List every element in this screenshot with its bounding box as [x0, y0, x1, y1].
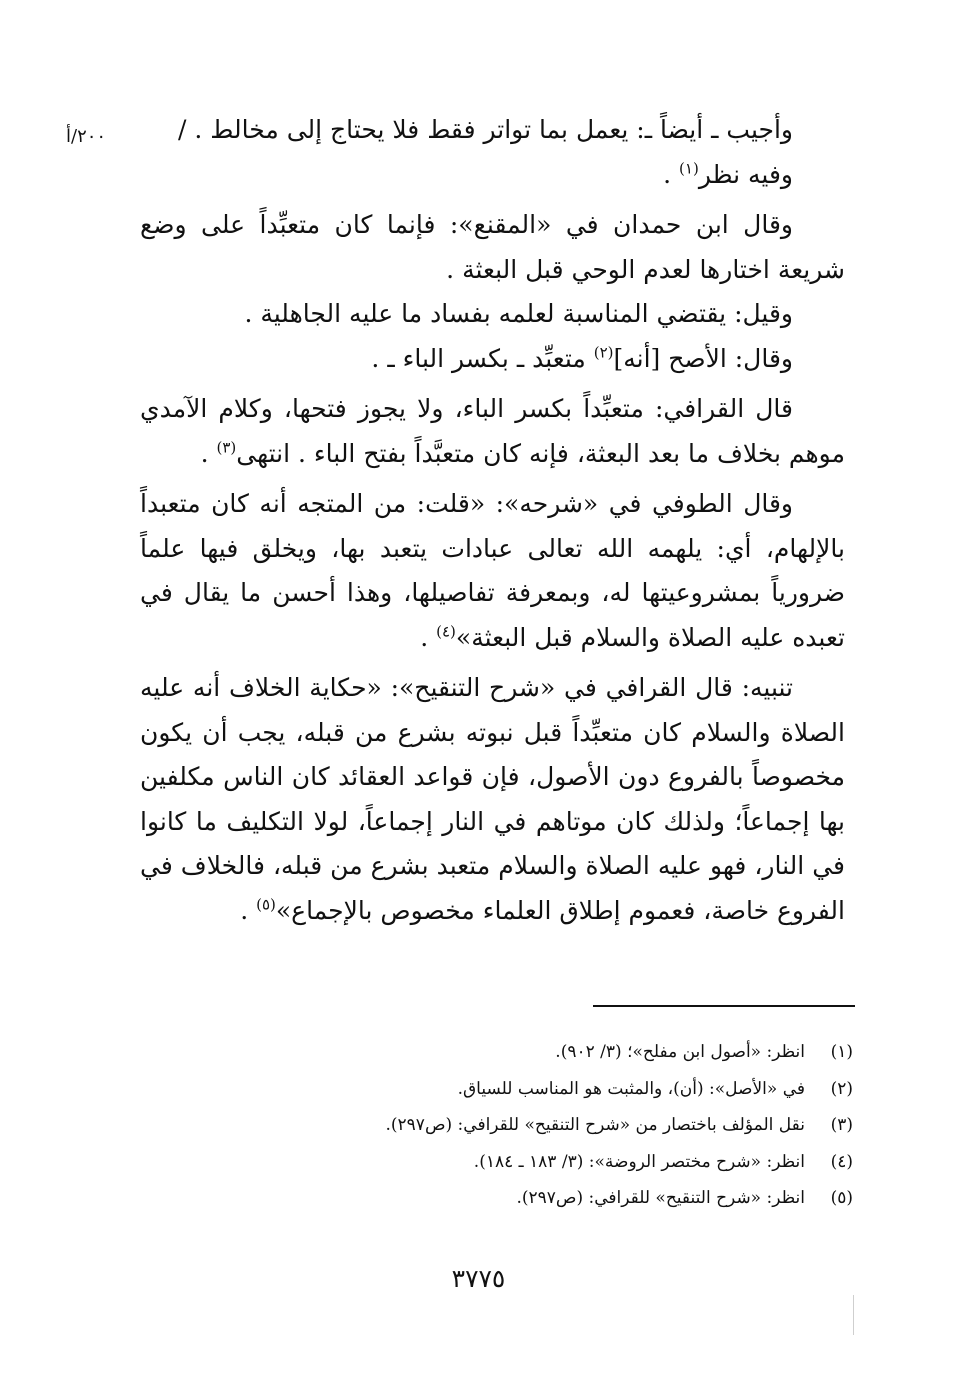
period: . [200, 438, 217, 468]
footnote-ref-5: (٥) [256, 895, 276, 914]
manuscript-folio-reference: ٢٠٠/أ [66, 126, 107, 147]
footnote-item [300, 1144, 853, 1181]
paragraph-qil: وقيل: يقتضي المناسبة لعلمه بفساد ما عليه الجاهلية . [244, 299, 793, 328]
main-text [140, 108, 845, 933]
objection-text: وفيه نظر [698, 159, 793, 189]
footnote-item [300, 1034, 853, 1071]
asah-text-end: متعبِّد ـ بكسر الباء ـ . [371, 343, 594, 373]
footnote-item [300, 1071, 853, 1108]
footnote-number: (٢) [830, 1078, 853, 1099]
footnote-text: نقل المؤلف باختصار من «شرح التنقيح» للقرافي: (ص٢٩٧). [385, 1115, 805, 1135]
footnote-text: انظر: «شرح مختصر الروضة»: (٣/ ١٨٣ ـ ١٨٤). [473, 1151, 805, 1172]
footnote-item [300, 1107, 853, 1144]
paragraph-qarafi [140, 387, 845, 476]
footnotes [300, 1034, 853, 1217]
tufi-text: وقال الطوفي في «شرحه»: «قلت: من المتجه أنه كان متعبداً بالإلهام، أي: يلهمه الله تعالى عبادات يتعبد بها، ويخلق فيها علماً ضرورياً بمشروعيتها له، وبمعرفة تفاصيلها، وهذا أحسن ما يقال في تعبده عليه الصلاة والسلام قبل البعثة» [140, 489, 845, 652]
paragraph-answer [140, 108, 845, 153]
page-number: ٣٧٧٥ [451, 1264, 506, 1293]
period: . [663, 159, 680, 189]
footnote-number: (٤) [830, 1151, 853, 1172]
footnote-number: (٥) [830, 1188, 853, 1208]
footnote-text: انظر: «شرح التنقيح» للقرافي: (ص٢٩٧). [516, 1188, 805, 1208]
footnote-text: في «الأصل»: (أن)، والمثبت هو المناسب للسياق. [457, 1078, 805, 1099]
period: . [240, 895, 257, 925]
margin-line [853, 1295, 854, 1335]
answer-text: وأجيب ـ أيضاً ـ: يعمل بما تواتر فقط فلا يحتاج إلى مخالط . / [177, 115, 793, 144]
tanbih-text: تنبيه: قال القرافي في «شرح التنقيح»: «حكاية الخلاف أنه عليه الصلاة والسلام كان متعبِّداً قبل نبوته بشرع من قبله، يجب أن يكون مخصوصاً بالفروع دون الأصول، فإن قواعد العقائد كان الناس مكلفين بها إجماعاً؛ ولذلك كان موتاهم في النار إجماعاً، لولا التكليف ما كانوا في النار، فهو عليه الصلاة والسلام متعبد بشرع من قبله، فالخلاف في الفروع خاصة، فعموم إطلاق العلماء مخصوص بالإجماع» [140, 673, 845, 925]
footnote-ref-1: (١) [679, 159, 699, 178]
footnote-ref-2: (٢) [593, 343, 614, 362]
footnote-separator [593, 1005, 855, 1007]
paragraph-tanbih [140, 666, 845, 933]
qarafi-text: قال القرافي: متعبِّداً بكسر الباء، ولا يجوز فتحها، وكلام الآمدي موهم بخلاف ما بعد البعثة، فإنه كان متعبَّداً بفتح الباء . انتهى [140, 394, 845, 468]
footnote-item [300, 1180, 853, 1217]
footnote-text: انظر: «أصول ابن مفلح»؛ (٣/ ٩٠٢). [555, 1042, 805, 1062]
paragraph-objection [140, 153, 845, 198]
paragraph-ibn-hamdan: وقال ابن حمدان في «المقنع»: فإنما كان متعبِّداً على وضع شريعة اختارها لعدم الوحي قبل البعثة . [140, 210, 845, 284]
period: . [420, 622, 437, 652]
footnote-ref-4: (٤) [436, 622, 456, 641]
footnote-number: (١) [830, 1042, 853, 1062]
asah-text: وقال: الأصح [أنه] [613, 343, 793, 373]
paragraph-asah [140, 337, 845, 382]
footnote-ref-3: (٣) [216, 438, 237, 457]
paragraph-tufi [140, 482, 845, 660]
footnote-number: (٣) [830, 1115, 853, 1135]
